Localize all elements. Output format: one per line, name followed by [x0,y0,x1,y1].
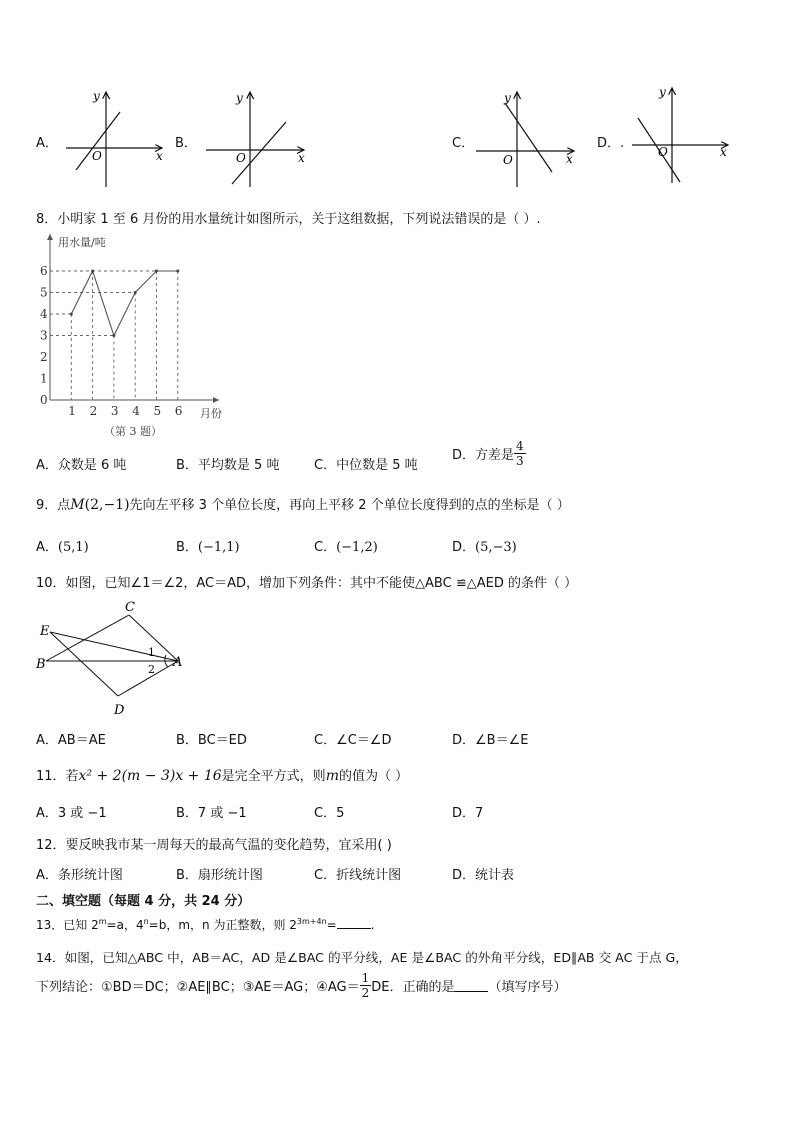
q11-stem-prefix: 11．若 [36,769,79,784]
q10-option-c: C．∠C＝∠D [314,733,392,748]
q7-option-a-graph [62,86,172,191]
y-tick-label: 6 [40,264,48,278]
angle-1-label: 1 [148,646,155,659]
data-point [91,270,94,273]
y-axis-label: y [236,91,243,105]
origin-label: O [503,153,513,167]
origin-label: O [236,151,246,165]
data-point [112,334,115,337]
origin-label: O [92,149,102,163]
q9-point-name: M [70,497,85,513]
x-axis-title: 月份 [200,407,222,420]
q10-option-a: A．AB＝AE [36,733,106,748]
q7-option-c-graph [472,86,584,191]
x-tick-label: 2 [89,404,98,418]
q14-line-2-b: DE．正确的是 [371,980,455,995]
q9-stem-prefix: 9．点 [36,498,71,513]
q10-stem: 10．如图，已知∠1＝∠2，AC＝AD，增加下列条件：其中不能使△ABC ≌△AED 的条件（ ） [36,576,578,591]
q11-stem-mid: 是完全平方式，则 [221,769,326,784]
q8-option-d [452,440,526,467]
segment-ed [50,632,118,696]
q8-line-chart [34,228,234,440]
q11-variable: m [325,768,339,784]
q13-sup-exp: 3m+4n [296,917,327,926]
q11-stem-suffix: 的值为（ ） [338,769,409,784]
q8-option-b: B．平均数是 5 吨 [176,458,280,473]
q9-point-coords: (2,−1) [84,497,130,513]
q9-stem-suffix: 先向左平移 3 个单位长度，再向上平移 2 个单位长度得到的点的坐标是（ ） [129,498,570,513]
q12-option-c: C．折线统计图 [314,868,402,883]
q14-fraction [360,972,372,999]
q12-option-b: B．扇形统计图 [176,868,263,883]
point-a-label: A [173,655,183,670]
x-axis-label: x [566,152,573,166]
q8-option-d-fraction [514,440,526,467]
q13-part-e: . [370,918,375,932]
q12-stem: 12．要反映我市某一周每天的最高气温的变化趋势，宜采用( ) [36,838,392,853]
segment-ea [50,632,178,661]
segment-bc [46,615,129,661]
x-tick-label: 3 [110,404,119,418]
y-tick-label: 0 [40,393,48,407]
q10-triangle-figure [32,598,184,716]
y-axis-title: 用水量/吨 [58,236,106,249]
q14-line-2-a: 下列结论：①BD＝DC；②AE∥BC；③AE＝AG；④AG＝ [36,980,360,995]
point-c-label: C [125,600,135,615]
x-tick-label: 6 [174,404,183,418]
y-tick-label: 5 [40,285,48,300]
q7-option-b-graph [200,86,315,191]
x-tick-label: 5 [153,404,162,418]
q14-line-2 [36,972,566,999]
q11-option-c: C．5 [314,806,345,821]
option-letter: B． [176,540,198,555]
q9-option-c [314,536,378,555]
q9-stem [36,494,570,513]
q12-option-a: A．条形统计图 [36,868,123,883]
q8-option-c: C．中位数是 5 吨 [314,458,418,473]
q9-option-a [36,536,89,555]
q7-option-d-label: D．. [597,136,625,151]
fraction-denominator: 3 [516,454,524,468]
q13-part-a: 13．已知 2 [36,918,99,932]
point-d-label: D [114,703,125,716]
x-axis-label: x [720,145,727,159]
q11-stem [36,765,408,784]
option-value: (5,1) [57,540,89,555]
option-value: (−1,1) [197,540,240,555]
section-2-heading: 二、填空题（每题 4 分，共 24 分） [36,894,251,909]
q14-answer-blank[interactable] [454,979,488,992]
q7-option-b-label: B． [175,136,197,151]
q13-answer-blank[interactable] [337,916,371,929]
x-tick-label: 1 [68,404,76,418]
q11-option-b: B．7 或 −1 [176,806,247,821]
q7-option-d-graph [628,82,738,187]
y-axis-label: y [659,85,666,99]
fraction-denominator: 2 [361,986,370,1000]
q12-option-d: D．统计表 [452,868,515,883]
option-letter: C． [314,540,337,555]
y-tick-label: 2 [40,350,48,364]
q10-option-d: D．∠B＝∠E [452,733,529,748]
angle-2-label: 2 [148,663,155,676]
data-point [155,270,158,273]
x-axis-label: x [298,151,305,165]
option-value: (5,−3) [475,540,517,555]
option-letter: D． [452,540,476,555]
x-axis-label: x [156,149,163,163]
y-axis-label: y [93,89,100,103]
q8-option-a: A．众数是 6 吨 [36,458,127,473]
fraction-numerator: 4 [516,439,524,453]
data-point [70,313,73,316]
q13-stem [36,916,375,933]
option-value: (−1,2) [336,540,378,555]
y-axis-label: y [504,91,511,105]
point-e-label: E [40,624,50,639]
q7-option-c-label: C． [452,136,475,151]
q9-option-b [176,536,240,555]
q14-line-1: 14．如图，已知△ABC 中，AB＝AC，AD 是∠BAC 的平分线，AE 是∠BAC 的外角平分线，ED∥AB 交 AC 于点 G， [36,950,688,965]
q8-stem: 8．小明家 1 至 6 月份的用水量统计如图所示，关于这组数据，下列说法错误的是（ ）. [36,212,541,227]
data-point [176,270,179,273]
q13-part-c: =b，m，n 为正整数，则 2 [148,918,297,932]
y-tick-label: 1 [40,371,48,386]
q13-part-b: =a，4 [106,918,144,932]
q11-option-d: D．7 [452,806,484,821]
point-b-label: B [36,657,46,672]
fraction-numerator: 1 [361,971,370,985]
y-tick-label: 3 [40,328,48,343]
q13-sup-m: m [98,917,107,926]
q8-option-d-prefix: D．方差是 [452,448,515,463]
q7-option-a-label: A． [36,136,58,151]
q9-option-d [452,536,517,555]
data-point [134,291,137,294]
chart-caption: （第 3 题） [104,425,162,438]
q13-sup-n: n [143,917,149,926]
q14-line-2-c: （填写序号） [488,980,567,995]
option-letter: A． [36,540,58,555]
origin-label: O [658,145,668,159]
y-tick-label: 4 [40,307,48,321]
q13-part-d: = [326,918,337,932]
series-line [71,271,178,336]
q11-expression: x² + 2(m − 3)x + 16 [78,768,222,784]
q10-option-b: B．BC＝ED [176,733,247,748]
x-tick-label: 4 [132,404,140,418]
q11-option-a: A．3 或 −1 [36,806,107,821]
